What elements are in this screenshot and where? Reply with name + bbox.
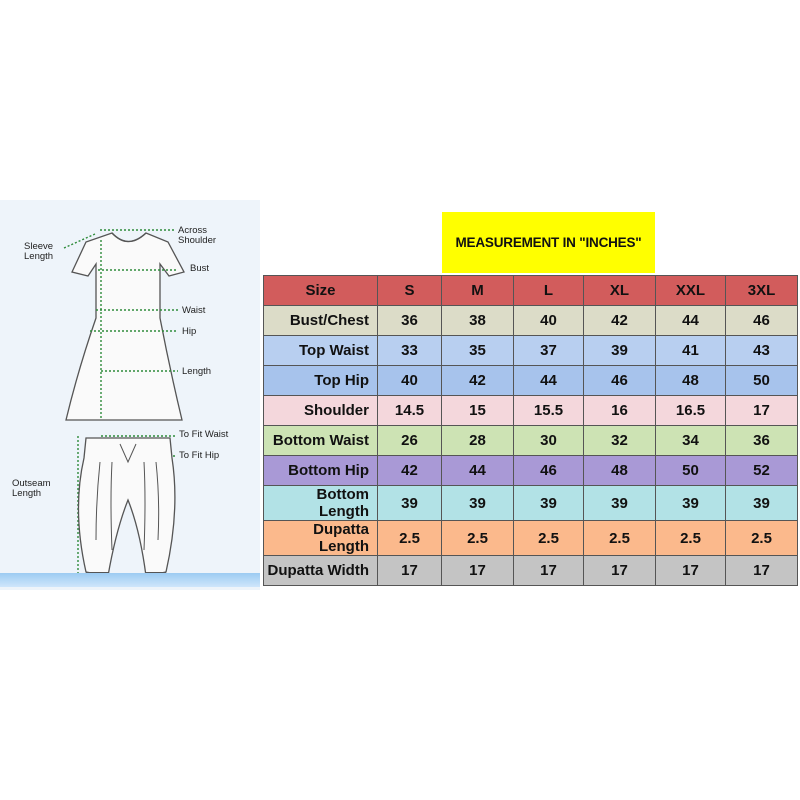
cell-dupatta-width-xl: 17 <box>584 556 656 586</box>
cell-bottom-length-l: 39 <box>514 486 584 521</box>
cell-bottom-waist-3xl: 36 <box>726 426 798 456</box>
to-fit-hip-label: To Fit Hip <box>179 450 220 461</box>
cell-bottom-hip-s: 42 <box>378 456 442 486</box>
row-label-top-hip: Top Hip <box>264 366 378 396</box>
cell-top-waist-xl: 39 <box>584 336 656 366</box>
row-label-bottom-hip: Bottom Hip <box>264 456 378 486</box>
table-row-top-hip <box>264 366 798 396</box>
table-row-bottom-waist <box>264 426 798 456</box>
cell-shoulder-s: 14.5 <box>378 396 442 426</box>
header-cell-s: S <box>378 276 442 306</box>
cell-bottom-length-s: 39 <box>378 486 442 521</box>
cell-dupatta-length-m: 2.5 <box>442 521 514 556</box>
cell-top-waist-m: 35 <box>442 336 514 366</box>
cell-top-hip-s: 40 <box>378 366 442 396</box>
cell-top-hip-3xl: 50 <box>726 366 798 396</box>
cell-shoulder-xxl: 16.5 <box>656 396 726 426</box>
cell-dupatta-width-l: 17 <box>514 556 584 586</box>
cell-bottom-hip-l: 46 <box>514 456 584 486</box>
cell-dupatta-width-s: 17 <box>378 556 442 586</box>
across-shoulder-label: Across Shoulder <box>178 225 217 246</box>
waist-label: Waist <box>182 305 206 316</box>
to-fit-waist-label: To Fit Waist <box>179 429 229 440</box>
header-cell-xxl: XXL <box>656 276 726 306</box>
row-label-top-waist: Top Waist <box>264 336 378 366</box>
cell-bottom-length-m: 39 <box>442 486 514 521</box>
table-row-bottom-length <box>264 486 798 521</box>
cell-top-waist-l: 37 <box>514 336 584 366</box>
cell-dupatta-length-xxl: 2.5 <box>656 521 726 556</box>
cell-top-hip-l: 44 <box>514 366 584 396</box>
cell-bottom-length-xl: 39 <box>584 486 656 521</box>
row-label-bust-chest: Bust/Chest <box>264 306 378 336</box>
cell-bottom-waist-l: 30 <box>514 426 584 456</box>
cell-shoulder-l: 15.5 <box>514 396 584 426</box>
table-row-dupatta-width <box>264 556 798 586</box>
cell-top-waist-s: 33 <box>378 336 442 366</box>
hip-label: Hip <box>182 326 197 337</box>
cell-bottom-hip-m: 44 <box>442 456 514 486</box>
cell-dupatta-length-xl: 2.5 <box>584 521 656 556</box>
measurement-heading: MEASUREMENT IN "INCHES" <box>442 212 655 273</box>
outseam-length-label: Outseam Length <box>12 478 51 499</box>
bust-label: Bust <box>190 263 210 274</box>
header-cell-xl: XL <box>584 276 656 306</box>
cell-top-waist-3xl: 43 <box>726 336 798 366</box>
header-cell-m: M <box>442 276 514 306</box>
cell-shoulder-xl: 16 <box>584 396 656 426</box>
table-row-bust-chest <box>264 306 798 336</box>
size-chart-table <box>263 275 798 586</box>
cell-bust-chest-s: 36 <box>378 306 442 336</box>
cell-dupatta-width-m: 17 <box>442 556 514 586</box>
measurement-diagram <box>0 200 260 590</box>
cell-shoulder-3xl: 17 <box>726 396 798 426</box>
cell-bottom-waist-s: 26 <box>378 426 442 456</box>
table-row-dupatta-length <box>264 521 798 556</box>
cell-bottom-hip-3xl: 52 <box>726 456 798 486</box>
cell-bust-chest-xxl: 44 <box>656 306 726 336</box>
table-row-shoulder <box>264 396 798 426</box>
cell-bottom-length-3xl: 39 <box>726 486 798 521</box>
table-header-row <box>264 276 798 306</box>
header-cell-3xl: 3XL <box>726 276 798 306</box>
dhoti-pant-outline-icon <box>78 438 174 580</box>
cell-bust-chest-m: 38 <box>442 306 514 336</box>
cell-top-hip-xl: 46 <box>584 366 656 396</box>
cell-bust-chest-l: 40 <box>514 306 584 336</box>
header-cell-size: Size <box>264 276 378 306</box>
row-label-bottom-length: Bottom Length <box>264 486 378 521</box>
cell-dupatta-width-3xl: 17 <box>726 556 798 586</box>
cell-bottom-length-xxl: 39 <box>656 486 726 521</box>
cell-dupatta-length-l: 2.5 <box>514 521 584 556</box>
cell-bottom-waist-xxl: 34 <box>656 426 726 456</box>
cell-bottom-waist-m: 28 <box>442 426 514 456</box>
table-row-bottom-hip <box>264 456 798 486</box>
sleeve-length-label: Sleeve Length <box>24 241 54 262</box>
cell-dupatta-length-3xl: 2.5 <box>726 521 798 556</box>
cell-dupatta-width-xxl: 17 <box>656 556 726 586</box>
cell-bottom-hip-xl: 48 <box>584 456 656 486</box>
table-row-top-waist <box>264 336 798 366</box>
cell-bottom-waist-xl: 32 <box>584 426 656 456</box>
cell-dupatta-length-s: 2.5 <box>378 521 442 556</box>
cell-top-waist-xxl: 41 <box>656 336 726 366</box>
cell-top-hip-xxl: 48 <box>656 366 726 396</box>
cell-bust-chest-xl: 42 <box>584 306 656 336</box>
floor-strip <box>0 573 260 587</box>
row-label-dupatta-length: Dupatta Length <box>264 521 378 556</box>
kurta-outline-icon <box>66 233 184 420</box>
header-cell-l: L <box>514 276 584 306</box>
cell-top-hip-m: 42 <box>442 366 514 396</box>
cell-bottom-hip-xxl: 50 <box>656 456 726 486</box>
row-label-shoulder: Shoulder <box>264 396 378 426</box>
row-label-dupatta-width: Dupatta Width <box>264 556 378 586</box>
cell-shoulder-m: 15 <box>442 396 514 426</box>
length-label: Length <box>182 366 212 377</box>
row-label-bottom-waist: Bottom Waist <box>264 426 378 456</box>
cell-bust-chest-3xl: 46 <box>726 306 798 336</box>
